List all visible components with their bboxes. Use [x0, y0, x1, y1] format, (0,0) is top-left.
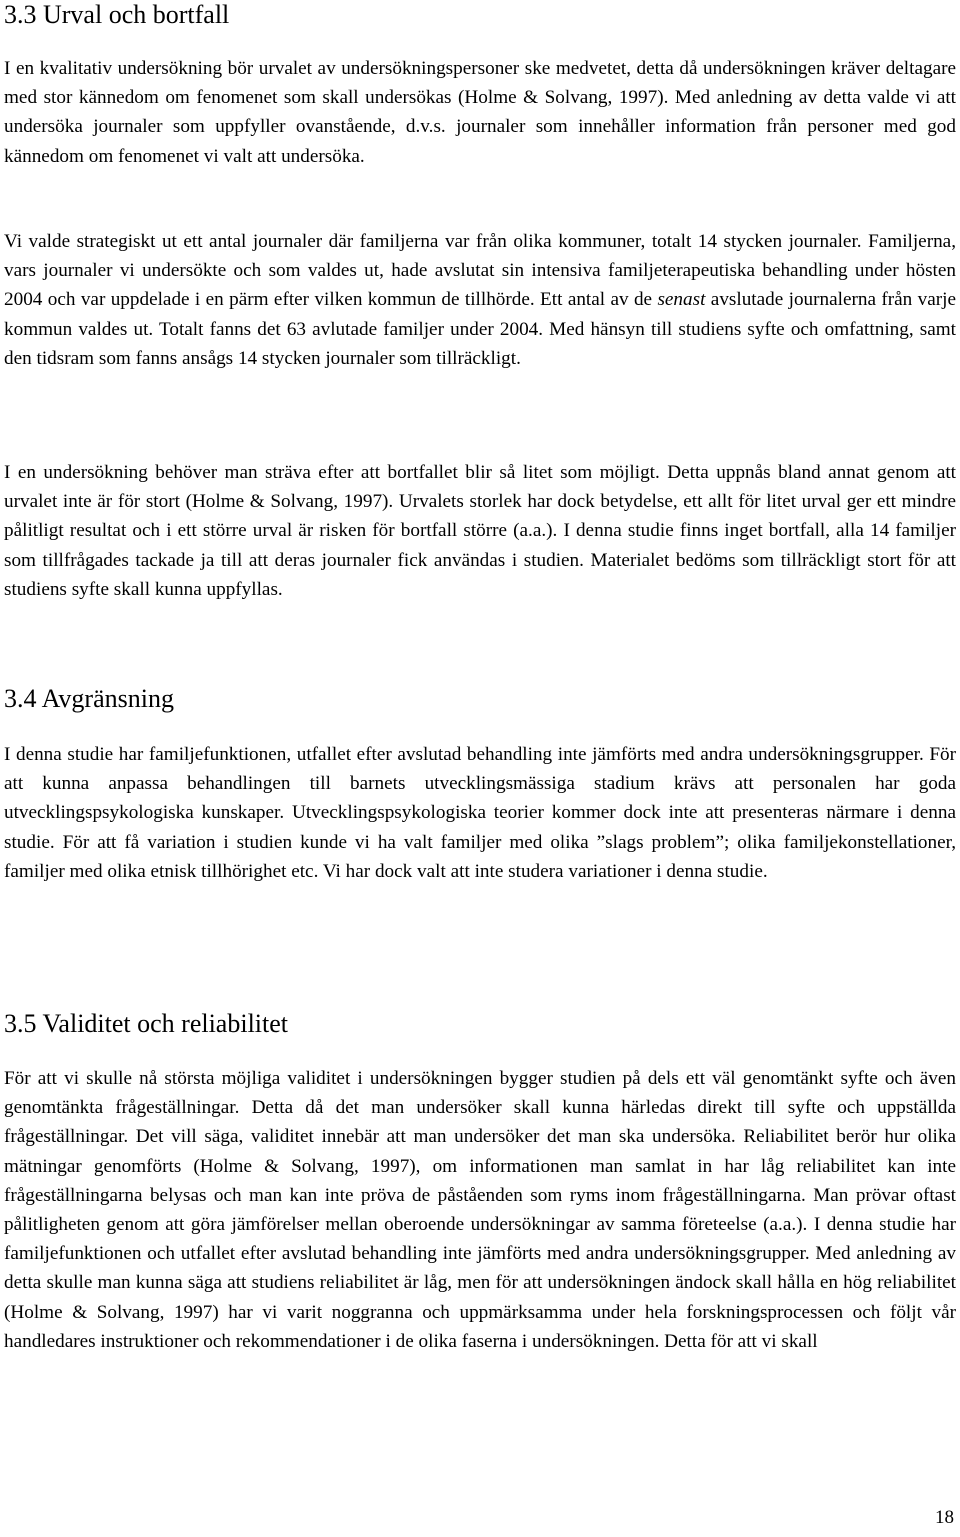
paragraph-text: Vi valde strategiskt ut ett antal journaler där familjerna var från olika kommuner, totalt 14 stycken journaler. Familjerna, vars journaler vi undersökte och som valdes ut, hade avslutat sin intensiva familjeterapeutiska behandling under hösten 2004 och var uppdelade i en pärm efter vilken kommun de tillhörde. Ett antal av de	[4, 231, 956, 311]
paragraph-urval-1: I en kvalitativ undersökning bör urvalet av undersökningspersoner ske medvetet, detta då undersökningen kräver deltagare med stor kännedom om fenomenet som skall undersökas (Holme & Solvang, 1997). Med anledning av detta valde vi att undersöka journaler som uppfyller ovanstående, d.v.s. journaler som innehåller information från personer med god kännedom om fenomenet vi valt att undersöka.	[4, 58, 956, 167]
page-number: 18	[935, 1507, 954, 1528]
section-heading-validitet: 3.5 Validitet och reliabilitet	[4, 1009, 289, 1038]
paragraph-urval-2	[4, 227, 956, 373]
paragraph-validitet: För att vi skulle nå största möjliga validitet i undersökningen bygger studien på dels ett väl genomtänkt syfte och även genomtänkta frågeställningar. Detta då det man undersöker skall kunna härledas direkt till syfte och uppställda frågeställningar. Det vill säga, validitet innebär att man undersöker det man ska undersöka. Reliabilitet berör hur olika mätningar genomförts (Holme & Solvang, 1997), om informationen man samlat in har låg reliabilitet kan inte frågeställningarna belysas och man kan inte pröva de påståenden som ryms inom frågeställningarna. Man prövar oftast pålitligheten genom att göra jämförelser mellan oberoende undersökningar av samma företeelse (a.a.). I denna studie har familjefunktionen och utfallet efter avslutad behandling inte jämförts med andra undersökningsgrupper. Med anledning av detta skulle man kunna säga att studiens reliabilitet är låg, men för att undersökningen ändock skall hålla en hög reliabilitet (Holme & Solvang, 1997) har vi varit noggranna och uppmärksamma under hela forskningsprocessen och följt vår handledares instruktioner och rekommendationer i de olika faserna i undersökningen. Detta för att vi skall	[4, 1068, 956, 1352]
section-heading-avgransning: 3.4 Avgränsning	[4, 684, 174, 713]
paragraph-avgransning: I denna studie har familjefunktionen, utfallet efter avslutad behandling inte jämförts med andra undersökningsgrupper. För att kunna anpassa behandlingen till barnets utvecklingsmässiga stadium krävs att personalen har goda utvecklingspsykologiska kunskaper. Utvecklingspsykologiska teorier kommer dock inte att presenteras närmare i denna studie. För att få variation i studien kunde vi ha valt familjer med olika ”slags problem”; olika familjekonstellationer, familjer med olika etnisk tillhörighet etc. Vi har dock valt att inte studera variationer i denna studie.	[4, 744, 956, 882]
paragraph-urval-3: I en undersökning behöver man sträva efter att bortfallet blir så litet som möjligt. Detta uppnås bland annat genom att urvalet inte är för stort (Holme & Solvang, 1997). Urvalets storlek har dock betydelse, ett allt för litet urval ger ett mindre pålitligt resultat och i ett större urval är risken för bortfall större (a.a.). I denna studie finns inget bortfall, alla 14 familjer som tillfrågades tackade ja till att deras journaler fick användas i studien. Materialet bedöms som tillräckligt stort för att studiens syfte skall kunna uppfyllas.	[4, 462, 956, 600]
emphasis-text: senast	[657, 289, 706, 311]
section-heading-urval: 3.3 Urval och bortfall	[4, 0, 230, 29]
paragraph-text: avslutade journalerna från varje kommun valdes ut. Totalt fanns det 63 avlutade familjer under 2004. Med hänsyn till studiens syfte och omfattning, samt den tidsram som fanns ansågs 14 stycken journaler som tillräckligt.	[4, 289, 956, 369]
